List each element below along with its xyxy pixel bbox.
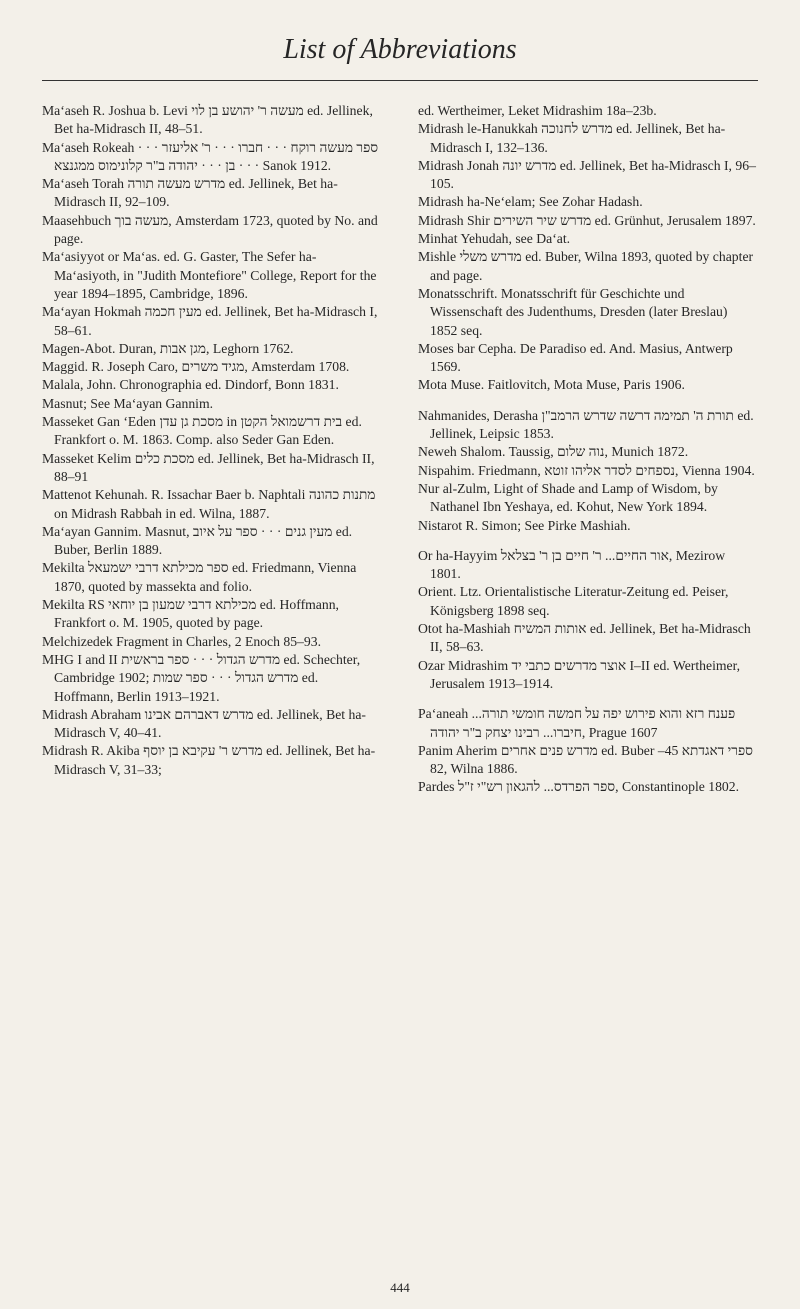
abbreviation-entry: Nistarot R. Simon; See Pirke Mashiah. (418, 517, 631, 533)
abbreviation-entry: Masseket Kelim מסכת כלים ed. Jellinek, Bet ha-Midrasch II, 88–91 (42, 450, 375, 484)
header-rule (42, 80, 758, 81)
abbreviation-entry: Ozar Midrashim אוצר מדרשים כתבי יד I–II ed. Wertheimer, Jerusalem 1913–1914. (418, 657, 741, 691)
abbreviation-entry: Ma‘ayan Hokmah מעין חכמה ed. Jellinek, Bet ha-Midrasch I, 58–61. (42, 304, 378, 338)
abbreviation-entry: ed. Wertheimer, Leket Midrashim 18a–23b. (418, 103, 657, 118)
abbreviation-entry: Ma‘aseh Torah מדרש מעשה תורה ed. Jellinek, Bet ha-Midrasch II, 92–109. (42, 176, 338, 210)
abbreviation-entry: Maggid. R. Joseph Caro, מגיד משרים, Amsterdam 1708. (42, 359, 350, 375)
abbreviation-entry: Moses bar Cepha. De Paradiso ed. And. Masius, Antwerp 1569. (418, 340, 733, 375)
section-gap (418, 395, 756, 407)
abbreviation-entry: Midrash Jonah מדרש יונה ed. Jellinek, Bet ha-Midrasch I, 96–105. (418, 157, 756, 192)
abbreviation-entry: Otot ha-Mashiah אותות המשיח ed. Jellinek, Bet ha-Midrasch II, 58–63. (418, 621, 751, 655)
abbreviation-entry: Melchizedek Fragment in Charles, 2 Enoch 85–93. (42, 633, 322, 649)
abbreviation-entry: Panim Aherim מדרש פנים אחרים ed. Buber ספרי דאגדתא 45–82, Wilna 1886. (418, 742, 753, 777)
abbreviation-entry: Ma‘aseh R. Joshua b. Levi מעשה ר' יהושע בן לוי ed. Jellinek, Bet ha-Midrasch II, 48–51. (42, 103, 373, 137)
abbreviation-entry: Magen-Abot. Duran, מגן אבות, Leghorn 1762. (42, 340, 294, 356)
abbreviation-entry: Nispahim. Friedmann, נספחים לסדר אליהו זוטא, Vienna 1904. (418, 462, 755, 478)
section-gap (418, 693, 756, 705)
abbreviation-entry: Midrash ha-Ne‘elam; See Zohar Hadash. (418, 194, 643, 210)
abbreviation-entry: Maasehbuch מעשה בוך, Amsterdam 1723, quoted by No. and page. (42, 212, 378, 247)
left-column (42, 102, 380, 779)
page-number: 444 (390, 1280, 410, 1295)
abbreviation-entry: Masseket Gan ‘Eden מסכת גן עדן in בית דרשמואל הקטן ed. Frankfort o. M. 1863. Comp. also Seder Gan Eden. (42, 414, 362, 448)
abbreviation-entry: Ma‘ayan Gannim. Masnut, מעין גנים · · · ספר על איוב ed. Buber, Berlin 1889. (42, 523, 353, 558)
page-title: List of Abbreviations (283, 34, 517, 65)
abbreviation-entry: Pardes ספר הפרדס... להגאון רש"י ז"ל, Constantinople 1802. (418, 779, 740, 795)
abbreviation-entry: Malala, John. Chronographia ed. Dindorf, Bonn 1831. (42, 377, 339, 393)
abbreviation-entry: Nahmanides, Derasha תורת ה' תמימה דרשה שדרש הרמב"ן ed. Jellinek, Leipsic 1853. (418, 407, 754, 442)
abbreviation-entry: Pa‘aneah פענח רזא והוא פירוש יפה על חמשה חומשי תורה... חיברו... רבינו יצחק ב"ר יהודה, Prague 1607 (418, 706, 736, 740)
abbreviation-entry: Midrash le-Hanukkah מדרש לחנוכה ed. Jellinek, Bet ha-Midrasch I, 132–136. (418, 121, 726, 155)
abbreviation-entry: Mishle מדרש משלי ed. Buber, Wilna 1893, quoted by chapter and page. (418, 249, 754, 283)
section-gap (418, 535, 756, 547)
abbreviation-entry: Nur al-Zulm, Light of Shade and Lamp of Wisdom, by Nathanel Ibn Yeshaya, ed. Kohut, New York 1894. (418, 480, 718, 515)
abbreviation-entry: Minhat Yehudah, see Da‘at. (418, 231, 571, 247)
abbreviation-entry: Mekilta RS מכילתא דרבי שמעון בן יוחאי ed. Hoffmann, Frankfort o. M. 1905, quoted by page. (42, 597, 339, 631)
abbreviation-entry: Monatsschrift. Monatsschrift für Geschichte und Wissenschaft des Judenthums, Dresden (later Breslau) 1852 seq. (418, 285, 728, 338)
abbreviation-entry: Midrash Shir מדרש שיר השירים ed. Grünhut, Jerusalem 1897. (418, 212, 756, 228)
abbreviation-entry: Mattenot Kehunah. R. Issachar Baer b. Naphtali מתנות כהונה on Midrash Rabbah in ed. Wilna, 1887. (42, 487, 376, 521)
abbreviation-entry: Or ha-Hayyim אור החיים... ר' חיים בן ר' בצלאל, Mezirow 1801. (418, 547, 726, 582)
right-column (418, 102, 756, 797)
abbreviation-entry: Midrash R. Akiba מדרש ר' עקיבא בן יוסף ed. Jellinek, Bet ha-Midrasch V, 31–33; (42, 743, 376, 777)
abbreviation-entry: Orient. Ltz. Orientalistische Literatur-Zeitung ed. Peiser, Königsberg 1898 seq. (418, 584, 729, 618)
abbreviation-entry: Mekilta ספר מכילתא דרבי ישמעאל ed. Friedmann, Vienna 1870, quoted by massekta and folio. (42, 560, 357, 594)
abbreviation-entry: Ma‘aseh Rokeah · · · ספר מעשה רוקח · · · חברו · · · ר' אליעזר · · · בן · · · יהודה ב"ר קלונימוס ממגנצא Sanok 1912. (42, 139, 379, 173)
abbreviation-entry: Masnut; See Ma‘ayan Gannim. (42, 395, 214, 411)
abbreviation-entry: Mota Muse. Faitlovitch, Mota Muse, Paris 1906. (418, 377, 685, 393)
abbreviation-entry: Midrash Abraham מדרש דאברהם אבינו ed. Jellinek, Bet ha-Midrasch V, 40–41. (42, 706, 366, 741)
abbreviation-entry: MHG I and II מדרש הגדול · · · ספר בראשית ed. Schechter, Cambridge 1902; מדרש הגדול · · · ספר שמות ed. Hoffmann, Berlin 1913–1921. (42, 651, 361, 704)
abbreviation-entry: Neweh Shalom. Taussig, נוה שלום, Munich 1872. (418, 444, 689, 460)
abbreviation-entry: Ma‘asiyyot or Ma‘as. ed. G. Gaster, The Sefer ha-Ma‘asiyoth, in "Judith Montefiore" College, Report for the year 1894–1895, Cambridge, 1896. (42, 249, 377, 301)
